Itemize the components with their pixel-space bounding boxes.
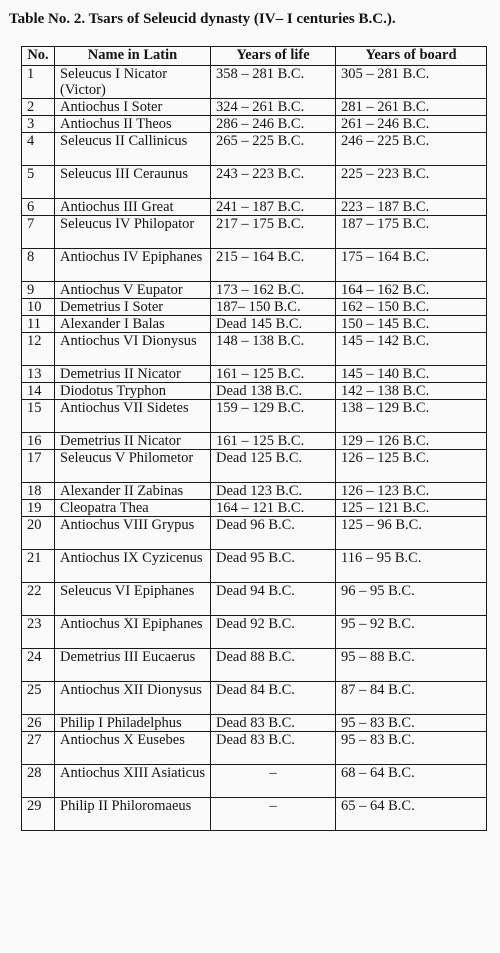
table-row (22, 798, 487, 831)
cell-years-of-life: 324 – 261 B.C. (211, 99, 336, 116)
cell-years-of-board: 95 – 83 B.C. (336, 715, 487, 732)
cell-no: 2 (22, 99, 55, 116)
cell-years-of-board: 138 – 129 B.C. (336, 400, 487, 433)
cell-years-of-life: 358 – 281 B.C. (211, 66, 336, 99)
cell-years-of-life: 164 – 121 B.C. (211, 500, 336, 517)
table-row (22, 483, 487, 500)
cell-years-of-board: 145 – 142 B.C. (336, 333, 487, 366)
cell-no: 14 (22, 383, 55, 400)
table-body (22, 66, 487, 831)
cell-name: Seleucus IV Philopator (55, 216, 211, 249)
table-title: Table No. 2. Tsars of Seleucid dynasty (IV– I centuries B.C.). (9, 11, 396, 27)
cell-name: Demetrius II Nicator (55, 366, 211, 383)
cell-no: 6 (22, 199, 55, 216)
table-row (22, 616, 487, 649)
cell-years-of-life: 265 – 225 B.C. (211, 133, 336, 166)
cell-no: 13 (22, 366, 55, 383)
cell-years-of-life: 187– 150 B.C. (211, 299, 336, 316)
cell-years-of-board: 150 – 145 B.C. (336, 316, 487, 333)
cell-years-of-board: 142 – 138 B.C. (336, 383, 487, 400)
cell-no: 22 (22, 583, 55, 616)
cell-no: 4 (22, 133, 55, 166)
table-row (22, 765, 487, 798)
cell-no: 11 (22, 316, 55, 333)
table-row (22, 732, 487, 765)
cell-no: 18 (22, 483, 55, 500)
cell-no: 25 (22, 682, 55, 715)
table-row (22, 282, 487, 299)
cell-years-of-board: 125 – 96 B.C. (336, 517, 487, 550)
cell-years-of-life: 161 – 125 B.C. (211, 433, 336, 450)
cell-no: 16 (22, 433, 55, 450)
cell-years-of-life: Dead 84 B.C. (211, 682, 336, 715)
cell-name: Demetrius II Nicator (55, 433, 211, 450)
cell-years-of-board: 95 – 92 B.C. (336, 616, 487, 649)
cell-years-of-life: Dead 94 B.C. (211, 583, 336, 616)
cell-name: Philip II Philoromaeus (55, 798, 211, 831)
cell-name: Seleucus VI Epiphanes (55, 583, 211, 616)
cell-years-of-board: 87 – 84 B.C. (336, 682, 487, 715)
cell-no: 12 (22, 333, 55, 366)
cell-years-of-board: 65 – 64 B.C. (336, 798, 487, 831)
cell-name: Antiochus X Eusebes (55, 732, 211, 765)
cell-years-of-life: Dead 92 B.C. (211, 616, 336, 649)
table-row (22, 649, 487, 682)
cell-years-of-life: 148 – 138 B.C. (211, 333, 336, 366)
table-row (22, 166, 487, 199)
cell-no: 7 (22, 216, 55, 249)
cell-years-of-life: Dead 83 B.C. (211, 732, 336, 765)
cell-years-of-board: 95 – 88 B.C. (336, 649, 487, 682)
header-years-of-board: Years of board (336, 47, 487, 66)
cell-name: Antiochus I Soter (55, 99, 211, 116)
cell-years-of-life: 161 – 125 B.C. (211, 366, 336, 383)
header-name: Name in Latin (55, 47, 211, 66)
cell-years-of-board: 129 – 126 B.C. (336, 433, 487, 450)
cell-name: Antiochus III Great (55, 199, 211, 216)
cell-years-of-life: 159 – 129 B.C. (211, 400, 336, 433)
cell-years-of-board: 281 – 261 B.C. (336, 99, 487, 116)
cell-no: 8 (22, 249, 55, 282)
cell-years-of-board: 126 – 123 B.C. (336, 483, 487, 500)
cell-years-of-life: Dead 88 B.C. (211, 649, 336, 682)
table-row (22, 216, 487, 249)
cell-name: Antiochus VII Sidetes (55, 400, 211, 433)
cell-name: Demetrius III Eucaerus (55, 649, 211, 682)
table-row (22, 116, 487, 133)
cell-name: Antiochus IX Cyzicenus (55, 550, 211, 583)
cell-years-of-life: – (211, 765, 336, 798)
cell-no: 3 (22, 116, 55, 133)
cell-years-of-life: Dead 95 B.C. (211, 550, 336, 583)
cell-years-of-board: 305 – 281 B.C. (336, 66, 487, 99)
table-row (22, 550, 487, 583)
cell-name: Antiochus XIII Asiaticus (55, 765, 211, 798)
cell-years-of-board: 164 – 162 B.C. (336, 282, 487, 299)
table-row (22, 500, 487, 517)
cell-no: 26 (22, 715, 55, 732)
cell-years-of-life: – (211, 798, 336, 831)
table-row (22, 66, 487, 99)
cell-no: 17 (22, 450, 55, 483)
cell-name: Cleopatra Thea (55, 500, 211, 517)
cell-years-of-board: 223 – 187 B.C. (336, 199, 487, 216)
cell-name: Seleucus V Philometor (55, 450, 211, 483)
cell-years-of-board: 95 – 83 B.C. (336, 732, 487, 765)
table-row (22, 316, 487, 333)
seleucid-tsars-table (21, 46, 487, 831)
cell-years-of-life: Dead 123 B.C. (211, 483, 336, 500)
table-row (22, 333, 487, 366)
cell-years-of-board: 96 – 95 B.C. (336, 583, 487, 616)
cell-no: 19 (22, 500, 55, 517)
table-row (22, 583, 487, 616)
cell-name: Antiochus VIII Grypus (55, 517, 211, 550)
header-years-of-life: Years of life (211, 47, 336, 66)
cell-years-of-board: 187 – 175 B.C. (336, 216, 487, 249)
cell-name: Seleucus I Nicator (Victor) (55, 66, 211, 99)
cell-years-of-board: 68 – 64 B.C. (336, 765, 487, 798)
cell-years-of-life: Dead 145 B.C. (211, 316, 336, 333)
cell-name: Philip I Philadelphus (55, 715, 211, 732)
cell-name: Antiochus II Theos (55, 116, 211, 133)
table-row (22, 450, 487, 483)
cell-years-of-life: 286 – 246 B.C. (211, 116, 336, 133)
cell-years-of-board: 246 – 225 B.C. (336, 133, 487, 166)
cell-years-of-life: Dead 83 B.C. (211, 715, 336, 732)
cell-no: 10 (22, 299, 55, 316)
cell-years-of-board: 261 – 246 B.C. (336, 116, 487, 133)
header-no: No. (22, 47, 55, 66)
cell-name: Seleucus II Callinicus (55, 133, 211, 166)
cell-no: 28 (22, 765, 55, 798)
cell-years-of-life: 217 – 175 B.C. (211, 216, 336, 249)
cell-years-of-board: 145 – 140 B.C. (336, 366, 487, 383)
cell-years-of-life: 241 – 187 B.C. (211, 199, 336, 216)
table-row (22, 715, 487, 732)
cell-name: Antiochus XII Dionysus (55, 682, 211, 715)
cell-years-of-board: 162 – 150 B.C. (336, 299, 487, 316)
cell-years-of-life: Dead 96 B.C. (211, 517, 336, 550)
cell-no: 24 (22, 649, 55, 682)
table-row (22, 400, 487, 433)
cell-no: 9 (22, 282, 55, 299)
cell-name: Antiochus IV Epiphanes (55, 249, 211, 282)
cell-no: 29 (22, 798, 55, 831)
cell-no: 1 (22, 66, 55, 99)
cell-years-of-board: 175 – 164 B.C. (336, 249, 487, 282)
cell-name: Alexander II Zabinas (55, 483, 211, 500)
cell-years-of-board: 126 – 125 B.C. (336, 450, 487, 483)
cell-name: Seleucus III Ceraunus (55, 166, 211, 199)
cell-no: 23 (22, 616, 55, 649)
cell-no: 20 (22, 517, 55, 550)
cell-years-of-life: 215 – 164 B.C. (211, 249, 336, 282)
cell-years-of-life: 243 – 223 B.C. (211, 166, 336, 199)
table-row (22, 433, 487, 450)
cell-years-of-board: 225 – 223 B.C. (336, 166, 487, 199)
table-row (22, 99, 487, 116)
table-row (22, 133, 487, 166)
cell-name: Alexander I Balas (55, 316, 211, 333)
cell-no: 15 (22, 400, 55, 433)
cell-years-of-board: 125 – 121 B.C. (336, 500, 487, 517)
cell-name: Demetrius I Soter (55, 299, 211, 316)
cell-no: 5 (22, 166, 55, 199)
cell-years-of-board: 116 – 95 B.C. (336, 550, 487, 583)
cell-name: Antiochus V Eupator (55, 282, 211, 299)
table-row (22, 299, 487, 316)
cell-name: Diodotus Tryphon (55, 383, 211, 400)
table-header-row (22, 47, 487, 66)
cell-years-of-life: Dead 125 B.C. (211, 450, 336, 483)
cell-name: Antiochus XI Epiphanes (55, 616, 211, 649)
table-row (22, 249, 487, 282)
table-row (22, 366, 487, 383)
cell-years-of-life: Dead 138 B.C. (211, 383, 336, 400)
table-row (22, 517, 487, 550)
cell-name: Antiochus VI Dionysus (55, 333, 211, 366)
cell-no: 27 (22, 732, 55, 765)
table-row (22, 383, 487, 400)
table-row (22, 682, 487, 715)
cell-no: 21 (22, 550, 55, 583)
cell-years-of-life: 173 – 162 B.C. (211, 282, 336, 299)
table-row (22, 199, 487, 216)
